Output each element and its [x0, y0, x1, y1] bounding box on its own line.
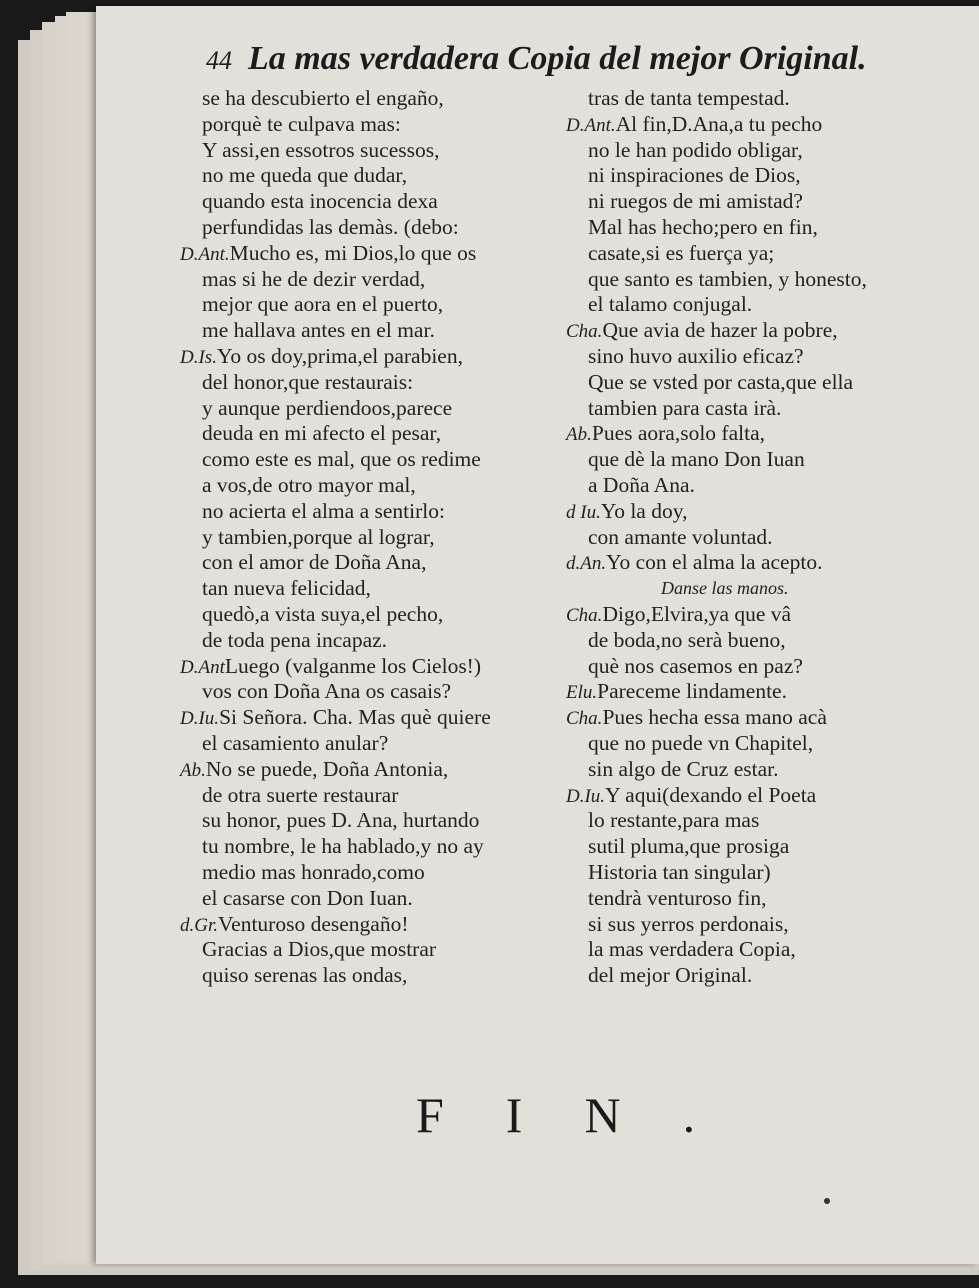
speaker-label: d.An. [566, 553, 607, 575]
verse-line [566, 421, 979, 447]
verse-text: Luego (valganme los Cielos!) [224, 653, 482, 678]
verse-text: Gracias a Dios,que mostrar [202, 937, 437, 962]
verse-text: que santo es tambien, y honesto, [588, 266, 867, 291]
verse-line [180, 963, 570, 989]
verse-line [180, 937, 570, 963]
verse-text: Mal has hecho;pero en fin, [588, 214, 818, 239]
verse-text: como este es mal, que os redime [202, 447, 481, 472]
verse-line [180, 860, 570, 886]
verse-line [566, 525, 979, 551]
speaker-label: D.Is. [180, 346, 217, 368]
verse-line [566, 705, 979, 731]
verse-text: Si Señora. Cha. Mas què quiere [219, 705, 491, 730]
verse-line [566, 318, 979, 344]
verse-line [180, 112, 570, 138]
verse-line [180, 499, 570, 525]
verse-line [180, 473, 570, 499]
verse-text: sino huvo auxilio eficaz? [588, 343, 804, 368]
verse-text: perfundidas las demàs. (debo: [202, 214, 459, 239]
verse-text: tan nueva felicidad, [202, 576, 371, 601]
page-number: 44 [206, 46, 232, 75]
speaker-label: Cha. [566, 604, 603, 626]
verse-line [566, 344, 979, 370]
verse-text: del honor,que restaurais: [202, 369, 414, 394]
verse-text: Que avia de hazer la pobre, [602, 318, 838, 343]
verse-text: con el amor de Doña Ana, [202, 550, 427, 575]
verse-text: su honor, pues D. Ana, hurtando [202, 808, 480, 833]
verse-line [180, 447, 570, 473]
verse-line [566, 912, 979, 938]
verse-line [566, 112, 979, 138]
stage-direction: Danse las manos. [661, 578, 789, 599]
verse-line [566, 783, 979, 809]
speaker-label: D.Ant. [566, 114, 616, 136]
verse-text: Al fin,D.Ana,a tu pecho [615, 111, 823, 136]
speaker-label: Cha. [566, 321, 603, 343]
verse-line [566, 370, 979, 396]
verse-line [180, 628, 570, 654]
fin-mark: FIN. [416, 1087, 758, 1143]
verse-text: mejor que aora en el puerto, [202, 292, 444, 317]
verse-text: què nos casemos en paz? [588, 653, 803, 678]
verse-text: Yo con el alma la acepto. [606, 550, 823, 575]
verse-line [180, 396, 570, 422]
verse-text: vos con Doña Ana os casais? [202, 679, 451, 704]
verse-line [180, 550, 570, 576]
verse-text: casate,si es fuerça ya; [588, 240, 775, 265]
verse-text: a Doña Ana. [588, 472, 695, 497]
verse-line [566, 86, 979, 112]
verse-line [180, 679, 570, 705]
verse-line [180, 886, 570, 912]
verse-text: de otra suerte restaurar [202, 782, 399, 807]
verse-line [180, 267, 570, 293]
verse-line [180, 189, 570, 215]
verse-text: de toda pena incapaz. [202, 627, 388, 652]
running-title: La mas verdadera Copia del mejor Original. [248, 40, 867, 77]
verse-line [180, 808, 570, 834]
verse-text: que no puede vn Chapitel, [588, 730, 814, 755]
verse-text: Venturoso desengaño! [218, 911, 409, 936]
verse-line [566, 550, 979, 576]
verse-line [180, 654, 570, 680]
verse-line [566, 396, 979, 422]
verse-line [180, 783, 570, 809]
speaker-label: Elu. [566, 682, 598, 704]
verse-line [180, 241, 570, 267]
verse-text: no acierta el alma a sentirlo: [202, 498, 445, 523]
verse-text: medio mas honrado,como [202, 859, 425, 884]
verse-text: Pareceme lindamente. [597, 679, 787, 704]
speaker-label: Cha. [566, 708, 603, 730]
verse-text: Pues hecha essa mano acà [602, 705, 827, 730]
verse-line [566, 241, 979, 267]
verse-text: tu nombre, le ha hablado,y no ay [202, 834, 484, 859]
verse-line [180, 215, 570, 241]
verse-text: sin algo de Cruz estar. [588, 756, 779, 781]
verse-text: con amante voluntad. [588, 524, 773, 549]
verse-text: Digo,Elvira,ya que vâ [602, 601, 792, 626]
verse-line [180, 421, 570, 447]
verse-line [180, 731, 570, 757]
book-page [96, 6, 979, 1264]
speaker-label: d Iu. [566, 501, 601, 523]
verse-text: Que se vsted por casta,que ella [588, 369, 854, 394]
verse-text: No se puede, Doña Antonia, [205, 756, 449, 781]
verse-text: el casarse con Don Iuan. [202, 885, 413, 910]
verse-line [566, 189, 979, 215]
verse-line [180, 138, 570, 164]
speaker-label: d.Gr. [180, 914, 219, 936]
verse-text: no me queda que dudar, [202, 163, 408, 188]
verse-line [566, 215, 979, 241]
verse-line [180, 370, 570, 396]
verse-line [566, 602, 979, 628]
verse-text: del mejor Original. [588, 963, 753, 988]
speaker-label: D.Iu. [566, 785, 606, 807]
verse-text: Mucho es, mi Dios,lo que os [229, 240, 477, 265]
verse-text: ni ruegos de mi amistad? [588, 189, 803, 214]
verse-line [566, 834, 979, 860]
verse-text: lo restante,para mas [588, 808, 760, 833]
verse-line [566, 731, 979, 757]
right-text-column [566, 86, 979, 989]
verse-text: Historia tan singular) [588, 859, 771, 884]
verse-text: tendrà venturoso fin, [588, 885, 767, 910]
verse-text: deuda en mi afecto el pesar, [202, 421, 442, 446]
verse-line [180, 757, 570, 783]
speaker-label: D.Ant. [180, 243, 230, 265]
speaker-label: Ab. [566, 424, 592, 446]
verse-line [566, 447, 979, 473]
verse-line [180, 292, 570, 318]
speaker-label: Ab. [180, 759, 206, 781]
verse-text: Y assi,en essotros sucessos, [202, 137, 440, 162]
verse-line [180, 834, 570, 860]
verse-line [180, 602, 570, 628]
verse-line [566, 292, 979, 318]
verse-text: tras de tanta tempestad. [588, 86, 790, 110]
verse-text: y tambien,porque al lograr, [202, 524, 435, 549]
running-header [206, 40, 979, 84]
verse-text: porquè te culpava mas: [202, 111, 401, 136]
verse-line [566, 267, 979, 293]
verse-text: y aunque perdiendoos,parece [202, 395, 453, 420]
verse-text: quando esta inocencia dexa [202, 189, 438, 214]
verse-line [566, 679, 979, 705]
verse-line [180, 163, 570, 189]
verse-line [566, 628, 979, 654]
verse-line [566, 757, 979, 783]
verse-line [566, 473, 979, 499]
verse-line [566, 138, 979, 164]
verse-line [566, 860, 979, 886]
speaker-label: D.Iu. [180, 708, 220, 730]
verse-text: si sus yerros perdonais, [588, 911, 789, 936]
verse-text: a vos,de otro mayor mal, [202, 472, 416, 497]
verse-text: sutil pluma,que prosiga [588, 834, 790, 859]
verse-line [566, 654, 979, 680]
verse-text: tambien para casta irà. [588, 395, 782, 420]
verse-text: que dè la mano Don Iuan [588, 447, 805, 472]
verse-text: de boda,no serà bueno, [588, 627, 786, 652]
verse-line [180, 912, 570, 938]
verse-text: Yo la doy, [600, 498, 688, 523]
verse-text: ni inspiraciones de Dios, [588, 163, 801, 188]
printer-mark [824, 1198, 830, 1204]
verse-text: me hallava antes en el mar. [202, 318, 435, 343]
verse-text: Yo os doy,prima,el parabien, [216, 343, 463, 368]
verse-text: la mas verdadera Copia, [588, 937, 796, 962]
verse-line [566, 963, 979, 989]
verse-line [180, 318, 570, 344]
verse-text: quiso serenas las ondas, [202, 963, 408, 988]
verse-text: el talamo conjugal. [588, 292, 753, 317]
verse-line [180, 576, 570, 602]
verse-text: Y aqui(dexando el Poeta [605, 782, 817, 807]
verse-line [180, 344, 570, 370]
verse-text: el casamiento anular? [202, 730, 389, 755]
verse-line [566, 499, 979, 525]
verse-line [566, 937, 979, 963]
verse-text: Pues aora,solo falta, [591, 421, 766, 446]
verse-text: quedò,a vista suya,el pecho, [202, 601, 444, 626]
speaker-label: D.Ant [180, 656, 225, 678]
verse-line [180, 525, 570, 551]
left-text-column [180, 86, 570, 989]
verse-text: se ha descubierto el engaño, [202, 86, 444, 110]
verse-line [180, 86, 570, 112]
verse-line [566, 808, 979, 834]
verse-line [566, 163, 979, 189]
verse-line [180, 705, 570, 731]
verse-text: mas si he de dezir verdad, [202, 266, 426, 291]
verse-text: no le han podido obligar, [588, 137, 803, 162]
verse-line [566, 886, 979, 912]
